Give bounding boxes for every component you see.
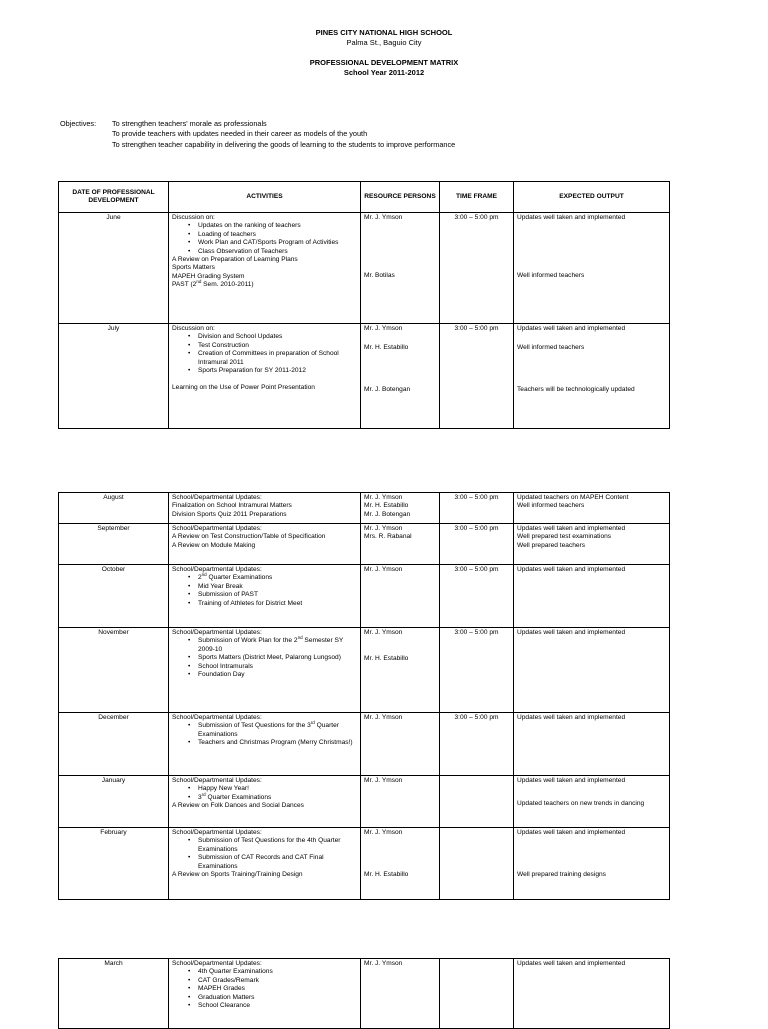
output-line: Updated teachers on new trends in dancing	[517, 800, 645, 808]
activity-bullet: • Creation of Committees in preparation of School Intramural 2011	[172, 350, 357, 367]
activity-bullet: • Graduation Matters	[172, 994, 357, 1002]
activities-cell	[169, 524, 361, 565]
activities-cell	[169, 493, 361, 524]
month-cell: October	[59, 565, 169, 628]
activity-bullet: • Class Observation of Teachers	[172, 248, 357, 256]
output-line: Updates well taken and implemented	[517, 325, 626, 332]
activity-bullet: • CAT Grades/Remark	[172, 977, 357, 985]
month-cell: June	[59, 213, 169, 324]
resource-person: Mr. J. Ymson	[364, 325, 403, 332]
activity-bullet: • Submission of CAT Records and CAT Final Examinations	[172, 854, 357, 871]
resource-persons-cell	[361, 776, 440, 828]
month-cell: December	[59, 713, 169, 776]
activity-line: A Review on Preparation of Learning Plans	[172, 256, 298, 264]
month-cell: September	[59, 524, 169, 565]
activity-bullet: • Updates on the ranking of teachers	[172, 222, 357, 230]
activity-bullet: • Loading of teachers	[172, 231, 357, 239]
activity-line: School/Departmental Updates:	[172, 829, 262, 836]
month-cell: August	[59, 493, 169, 524]
resource-persons-cell	[361, 628, 440, 713]
time-frame-cell: 3:00 – 5:00 pm	[440, 524, 514, 565]
table-row	[59, 493, 670, 524]
time-frame-cell: 3:00 – 5:00 pm	[440, 493, 514, 524]
output-line: Updated teachers on MAPEH Content	[517, 494, 629, 501]
output-line: Well informed teachers	[517, 272, 585, 280]
activity-line: Division Sports Quiz 2011 Preparations	[172, 510, 287, 518]
expected-output-cell	[514, 713, 670, 776]
col-header-resource-persons: RESOURCE PERSONS	[361, 182, 440, 213]
activity-bullet: • 2nd Quarter Examinations	[172, 574, 357, 582]
month-cell: March	[59, 959, 169, 1029]
output-line: Updates well taken and implemented	[517, 714, 626, 721]
activity-line: School/Departmental Updates:	[172, 777, 262, 784]
output-line: Well informed teachers	[517, 344, 585, 352]
resource-person: Mr. J. Ymson	[364, 629, 403, 636]
table-row	[59, 713, 670, 776]
resource-person: Mr. J. Botengan	[364, 510, 411, 518]
month-cell: January	[59, 776, 169, 828]
output-line: Updates well taken and implemented	[517, 829, 626, 836]
activity-line: Sports Matters	[172, 264, 215, 272]
col-header-time-frame: TIME FRAME	[440, 182, 514, 213]
activity-line: Learning on the Use of Power Point Presentation	[172, 383, 315, 391]
activity-bullet: • Test Construction	[172, 342, 357, 350]
objective-item: To strengthen teachers' morale as professionals	[112, 119, 267, 128]
month-cell: July	[59, 324, 169, 429]
table-row	[59, 959, 670, 1029]
resource-persons-cell	[361, 713, 440, 776]
activity-line: School/Departmental Updates:	[172, 566, 262, 573]
activity-bullet: • 4th Quarter Examinations	[172, 968, 357, 976]
expected-output-cell	[514, 628, 670, 713]
activity-bullet: • Submission of Test Questions for the 3rd Quarter Examinations	[172, 722, 357, 739]
activity-bullet: • Mid Year Break	[172, 583, 357, 591]
activity-bullet: • School Intramurals	[172, 663, 357, 671]
expected-output-cell	[514, 776, 670, 828]
activity-bullet: • Foundation Day	[172, 671, 357, 679]
table-row	[59, 828, 670, 900]
resource-persons-cell	[361, 524, 440, 565]
activity-line: School/Departmental Updates:	[172, 525, 262, 532]
output-line: Updates well taken and implemented	[517, 525, 626, 532]
month-cell: February	[59, 828, 169, 900]
expected-output-cell	[514, 493, 670, 524]
activity-line: MAPEH Grading System	[172, 272, 245, 280]
output-line: Teachers will be technologically updated	[517, 385, 635, 393]
time-frame-cell: 3:00 – 5:00 pm	[440, 628, 514, 713]
activity-line: School/Departmental Updates:	[172, 960, 262, 967]
activities-cell	[169, 959, 361, 1029]
activity-line: School/Departmental Updates:	[172, 494, 262, 501]
col-header-expected-output: EXPECTED OUTPUT	[514, 182, 670, 213]
matrix-table-1	[58, 181, 670, 429]
resource-persons-cell	[361, 324, 440, 429]
activity-line: School/Departmental Updates:	[172, 629, 262, 636]
school-year: School Year 2011-2012	[343, 68, 425, 77]
activity-line: A Review on Sports Training/Training Design	[172, 871, 303, 879]
resource-person: Mr. H. Estabillo	[364, 655, 409, 663]
table-row	[59, 324, 670, 429]
col-header-date: DATE OF PROFESSIONAL DEVELOPMENT	[59, 182, 169, 213]
expected-output-cell	[514, 828, 670, 900]
time-frame-cell: 3:00 – 5:00 pm	[440, 713, 514, 776]
activity-line: Finalization on School Intramural Matters	[172, 502, 292, 510]
school-name: PINES CITY NATIONAL HIGH SCHOOL	[315, 28, 453, 37]
expected-output-cell	[514, 565, 670, 628]
resource-persons-cell	[361, 565, 440, 628]
activity-line: Discussion on:	[172, 325, 215, 332]
activity-line: A Review on Folk Dances and Social Dances	[172, 802, 304, 810]
activity-bullet: • Submission of PAST	[172, 591, 357, 599]
output-line: Updates well taken and implemented	[517, 566, 626, 573]
resource-person: Mr. J. Ymson	[364, 714, 403, 721]
output-line: Updates well taken and implemented	[517, 629, 626, 636]
col-header-activities: ACTIVITIES	[169, 182, 361, 213]
activity-line: A Review on Module Making	[172, 541, 256, 549]
matrix-table-3	[58, 958, 670, 1029]
activity-bullet: • School Clearance	[172, 1002, 357, 1010]
resource-person: Mr. J. Ymson	[364, 566, 403, 573]
activities-cell	[169, 828, 361, 900]
activity-bullet: • Teachers and Christmas Program (Merry Christmas!)	[172, 739, 357, 747]
expected-output-cell	[514, 959, 670, 1029]
activity-line: Discussion on:	[172, 214, 215, 221]
time-frame-cell	[440, 959, 514, 1029]
resource-persons-cell	[361, 828, 440, 900]
resource-person: Mr. H. Estabillo	[364, 871, 409, 879]
activity-line: School/Departmental Updates:	[172, 714, 262, 721]
time-frame-cell: 3:00 – 5:00 pm	[440, 565, 514, 628]
activity-line: A Review on Test Construction/Table of Specification	[172, 533, 326, 541]
activities-cell	[169, 776, 361, 828]
resource-person: Mr. J. Ymson	[364, 777, 403, 784]
activity-bullet: • Sports Matters (District Meet, Palarong Lungsod)	[172, 654, 357, 662]
table-row	[59, 628, 670, 713]
resource-persons-cell	[361, 213, 440, 324]
activity-bullet: • Work Plan and CAT/Sports Program of Activities	[172, 239, 357, 247]
expected-output-cell	[514, 524, 670, 565]
school-address: Palma St., Baguio City	[346, 38, 422, 47]
activity-bullet: • Submission of Work Plan for the 2nd Semester SY 2009-10	[172, 637, 357, 654]
month-cell: November	[59, 628, 169, 713]
resource-person: Mr. Botilas	[364, 272, 395, 280]
resource-person: Mr. H. Estabillo	[364, 344, 409, 352]
resource-person: Mr. H. Estabillo	[364, 502, 409, 510]
document-title: PROFESSIONAL DEVELOPMENT MATRIX	[309, 58, 459, 67]
resource-persons-cell	[361, 959, 440, 1029]
table-row	[59, 524, 670, 565]
resource-person: Mr. J. Ymson	[364, 829, 403, 836]
time-frame-cell	[440, 828, 514, 900]
resource-person: Mr. J. Ymson	[364, 525, 403, 532]
activity-bullet: • Happy New Year!	[172, 785, 357, 793]
activities-cell	[169, 324, 361, 429]
activities-cell	[169, 213, 361, 324]
objective-item: To strengthen teacher capability in delivering the goods of learning to the students to improve performance	[112, 139, 456, 149]
resource-person: Mr. J. Ymson	[364, 960, 403, 967]
table-row	[59, 213, 670, 324]
activity-bullet: • MAPEH Grades	[172, 985, 357, 993]
time-frame-cell: 3:00 – 5:00 pm	[440, 213, 514, 324]
output-line: Well prepared teachers	[517, 541, 586, 549]
expected-output-cell	[514, 324, 670, 429]
objectives-label: Objectives:	[60, 119, 97, 128]
table-row	[59, 565, 670, 628]
expected-output-cell	[514, 213, 670, 324]
resource-persons-cell	[361, 493, 440, 524]
activities-cell	[169, 565, 361, 628]
activities-cell	[169, 628, 361, 713]
table-row	[59, 776, 670, 828]
activity-bullet: • 3rd Quarter Examinations	[172, 794, 357, 802]
activity-bullet: • Division and School Updates	[172, 333, 357, 341]
time-frame-cell: 3:00 – 5:00 pm	[440, 324, 514, 429]
objective-item: To provide teachers with updates needed in their career as models of the youth	[112, 129, 368, 139]
output-line: Well prepared training designs	[517, 871, 606, 879]
time-frame-cell	[440, 776, 514, 828]
activity-bullet: • Sports Preparation for SY 2011-2012	[172, 367, 357, 375]
activity-bullet: • Training of Athletes for District Meet	[172, 600, 357, 608]
activity-bullet: • Submission of Test Questions for the 4th Quarter Examinations	[172, 837, 357, 854]
resource-person: Mr. J. Ymson	[364, 214, 403, 221]
output-line: Well informed teachers	[517, 502, 585, 510]
header-row	[59, 182, 670, 213]
matrix-table-2	[58, 492, 670, 900]
activity-line: PAST (2nd Sem. 2010-2011)	[172, 279, 254, 289]
resource-person: Mrs. R. Rabanal	[364, 533, 412, 541]
resource-person: Mr. J. Botengan	[364, 385, 411, 393]
output-line: Updates well taken and implemented	[517, 214, 626, 221]
output-line: Well prepared test examinations	[517, 533, 612, 541]
output-line: Updates well taken and implemented	[517, 960, 626, 967]
output-line: Updates well taken and implemented	[517, 777, 626, 784]
activities-cell	[169, 713, 361, 776]
resource-person: Mr. J. Ymson	[364, 494, 403, 501]
